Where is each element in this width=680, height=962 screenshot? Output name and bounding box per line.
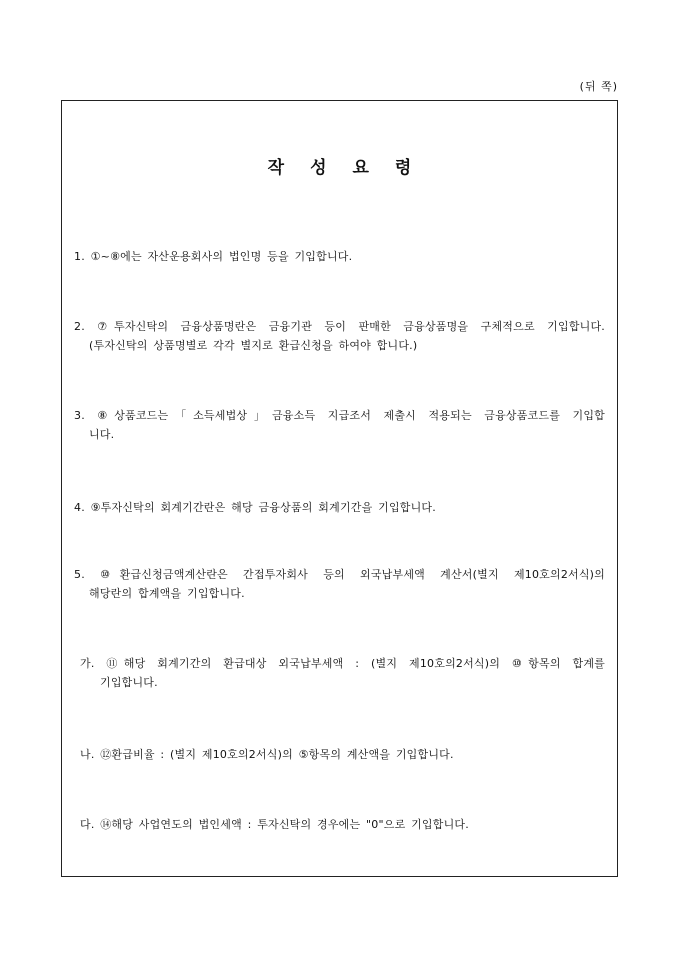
sub-instruction-da-line-1: 다. ⑭해당 사업연도의 법인세액 : 투자신탁의 경우에는 "0"으로 기입합니다.: [80, 818, 469, 831]
instruction-item-3: [74, 406, 605, 444]
instruction-3-line-2: 니다.: [89, 428, 115, 441]
sub-instruction-da: [80, 815, 605, 834]
sub-instruction-ga: [80, 654, 605, 692]
instruction-item-5: [74, 565, 605, 603]
sub-instruction-na-line-1: 나. ⑫환급비율 : (별지 제10호의2서식)의 ⑤항목의 계산액을 기입합니다.: [80, 748, 454, 761]
instruction-item-4: [74, 498, 605, 517]
instruction-2-line-2: (투자신탁의 상품명별로 각각 별지로 환급신청을 하여야 합니다.): [89, 339, 418, 352]
page-side-label: (뒤 쪽): [579, 80, 618, 93]
instruction-item-2: [74, 317, 605, 355]
sub-instruction-ga-line-2: 기입합니다.: [100, 676, 158, 689]
instructions-frame: [61, 100, 618, 877]
instruction-3-line-1: 3. ⑧상품코드는「소득세법상」금융소득 지급조서 제출시 적용되는 금융상품코드를 기입합: [74, 409, 605, 422]
sub-instruction-ga-line-1: 가. ⑪해당 회계기간의 환급대상 외국납부세액 : (별지 제10호의2서식)의 ⑩항목의 합계를: [80, 657, 605, 670]
instruction-4-line-1: 4. ⑨투자신탁의 회계기간란은 해당 금융상품의 회계기간을 기입합니다.: [74, 501, 436, 514]
instruction-2-line-1: 2. ⑦투자신탁의 금융상품명란은 금융기관 등이 판매한 금융상품명을 구체적으로 기입합니다.: [74, 320, 605, 333]
instruction-1-line-1: 1. ①~⑧에는 자산운용회사의 법인명 등을 기입합니다.: [74, 250, 353, 263]
page-title: 작성요령: [267, 158, 438, 178]
instruction-5-line-1: 5. ⑩환급신청금액계산란은 간접투자회사 등의 외국납부세액 계산서(별지 제10호의2서식)의: [74, 568, 605, 581]
instruction-5-line-2: 해당란의 합계액을 기입합니다.: [89, 587, 245, 600]
instruction-item-1: [74, 247, 605, 266]
sub-instruction-na: [80, 745, 605, 764]
